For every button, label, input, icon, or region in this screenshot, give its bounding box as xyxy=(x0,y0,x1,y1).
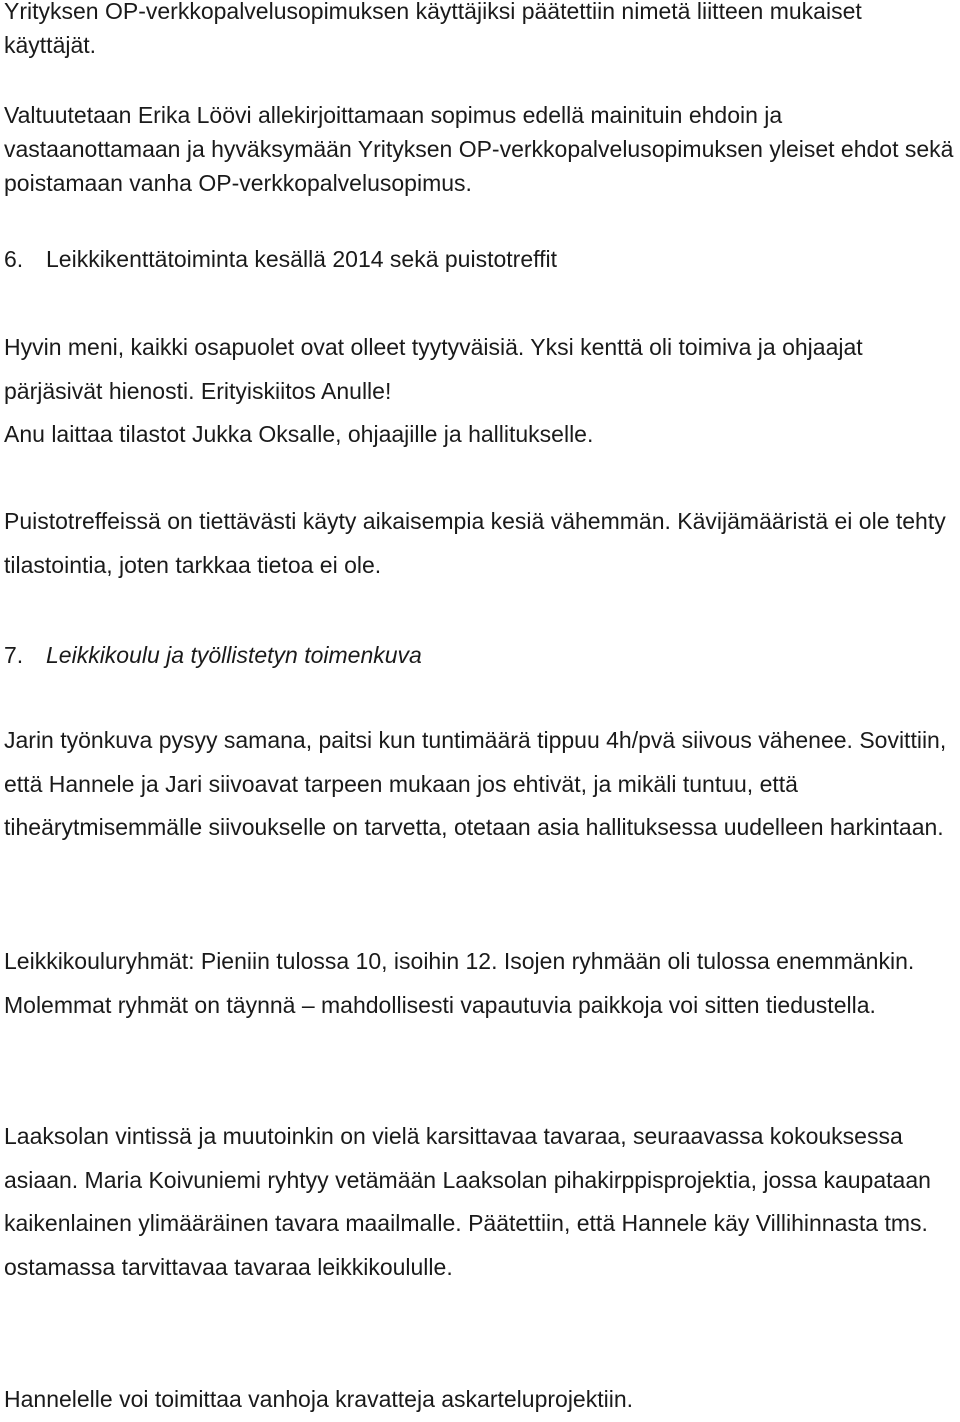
section-title: Leikkikenttätoiminta kesällä 2014 sekä puistotreffit xyxy=(46,246,557,272)
paragraph-job-description: Jarin työnkuva pysyy samana, paitsi kun tuntimäärä tippuu 4h/pvä siivous vähenee. Sovittiin, että Hannele ja Jari siivoavat tarpeen mukaan jos ehtivät, ja mikäli tuntuu, että tiheärytmisemmälle siivoukselle on tarvetta, otetaan asia hallituksessa uudelleen harkintaan. xyxy=(4,727,947,840)
section-number: 6. xyxy=(4,246,24,272)
paragraph-laaksola-items: Laaksolan vintissä ja muutoinkin on vielä karsittavaa tavaraa, seuraavassa kokouksessa asiaan. Maria Koivuniemi ryhtyy vetämään Laaksolan pihakirppisprojektia, jossa kaupataan kaikenlainen ylimääräinen tavara maailmalle. Päätettiin, että Hannele käy Villihinnasta tms. ostamassa tarvittavaa tavaraa leikkikoululle. xyxy=(4,1123,931,1280)
paragraph-statistics: Anu laittaa tilastot Jukka Oksalle, ohjaajille ja hallitukselle. xyxy=(4,421,594,447)
paragraph-park-meetups: Puistotreffeissä on tiettävästi käyty aikaisempia kesiä vähemmän. Kävijämääristä ei ole tehty tilastointia, joten tarkkaa tietoa ei ole. xyxy=(4,508,946,578)
section-heading-7 xyxy=(4,638,958,672)
paragraph-authorization: Valtuutetaan Erika Löövi allekirjoittamaan sopimus edellä mainituin ehdoin ja vastaanottamaan ja hyväksymään Yrityksen OP-verkkopalvelusopimuksen yleiset ehdot sekä poistamaan vanha OP-verkkopalvelusopimus. xyxy=(4,102,954,196)
section-heading-6 xyxy=(4,242,958,276)
paragraph-op-users: Yrityksen OP-verkkopalvelusopimuksen käyttäjiksi päätettiin nimetä liitteen mukaiset käyttäjät. xyxy=(4,0,862,58)
paragraph-playground-summary: Hyvin meni, kaikki osapuolet ovat olleet tyytyväisiä. Yksi kenttä oli toimiva ja ohjaajat pärjäsivät hienosti. Erityiskiitos Anulle! xyxy=(4,334,863,404)
paragraph-play-school-groups: Leikkikouluryhmät: Pieniin tulossa 10, isoihin 12. Isojen ryhmään oli tulossa enemmänkin. Molemmat ryhmät on täynnä – mahdollisesti vapautuvia paikkoja voi sitten tiedustella. xyxy=(4,948,915,1018)
section-title: Leikkikoulu ja työllistetyn toimenkuva xyxy=(46,642,422,668)
paragraph-ties: Hannelelle voi toimittaa vanhoja kravatteja askarteluprojektiin. xyxy=(4,1386,634,1412)
section-number: 7. xyxy=(4,642,24,668)
